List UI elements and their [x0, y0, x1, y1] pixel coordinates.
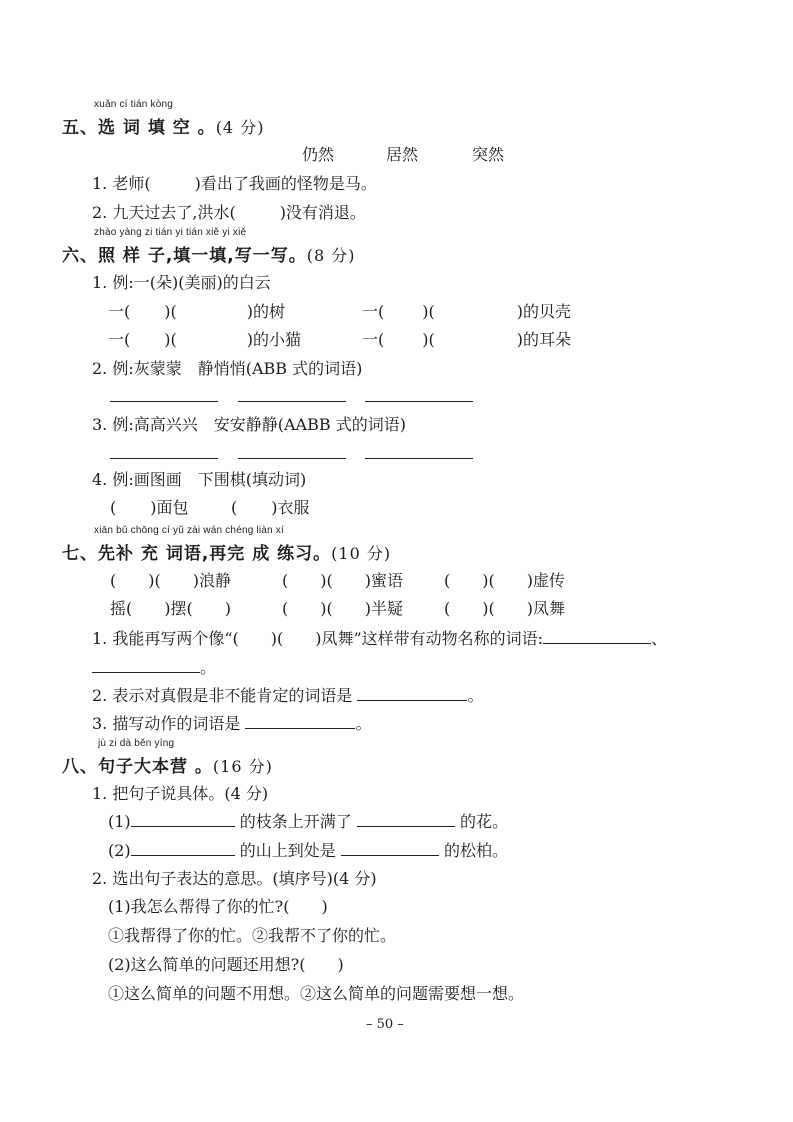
section6-heading — [62, 241, 356, 266]
s5-item-2-prefix: 2. 九天过去了,洪水( — [92, 203, 236, 222]
s6-q4-item-1 — [110, 495, 189, 518]
s7-q1-end: 。 — [200, 658, 217, 677]
s6-q3-answer-line-2[interactable] — [238, 458, 346, 459]
s7-q1 — [92, 626, 667, 649]
s8-q2-question-2[interactable]: (2)这么简单的问题还用想?( ) — [108, 955, 344, 974]
word-bank-2: 居然 — [386, 145, 419, 164]
s7-q1-answer-line-2[interactable] — [92, 658, 200, 673]
object-text: )衣服 — [271, 498, 310, 517]
s6-q3-answer-line-1[interactable] — [110, 458, 218, 459]
s8-q2-title: 2. 选出句子表达的意思。(填序号)(4 分) — [92, 869, 377, 888]
s6-q1-row2-left — [108, 327, 301, 350]
answer-line-2[interactable] — [341, 841, 439, 856]
s6-q1-example: 1. 例:一(朵)(美丽)的白云 — [92, 273, 271, 292]
s8-q2-question-1[interactable]: (1)我怎么帮得了你的忙?( ) — [108, 897, 328, 916]
s7-q3 — [92, 711, 371, 734]
section7-pinyin: xiān bǔ chōng cí yǔ zài wán chéng liàn xí — [94, 525, 284, 536]
idiom-row1-col2[interactable]: ( )( )蜜语 — [282, 571, 403, 590]
section6-pinyin: zhào yàng zi tián yi tián xiě yi xiě — [94, 227, 247, 238]
idiom-row1-col1[interactable]: ( )( )浪静 — [110, 571, 231, 590]
s7-q1-answer-line-1[interactable] — [543, 629, 651, 644]
answer-line-1[interactable] — [131, 812, 235, 827]
paren-open: 一( — [362, 330, 385, 349]
s7-q2-text: 2. 表示对真假是非不能肯定的词语是 — [92, 686, 353, 705]
s8-q1-title: 1. 把句子说具体。(4 分) — [92, 784, 269, 803]
s6-q2-answer-line-2[interactable] — [238, 401, 346, 402]
item-end-text: 的松柏。 — [443, 841, 508, 860]
word-bank-1: 仍然 — [302, 145, 335, 164]
idiom-row2-col3[interactable]: ( )( )凤舞 — [444, 599, 565, 618]
s5-item-1 — [92, 171, 377, 194]
paren-open: 一( — [108, 330, 131, 349]
paren-mid: )( — [164, 302, 177, 321]
item-number: (1) — [108, 812, 131, 831]
s8-q1-item-2 — [108, 838, 508, 861]
section5-pinyin: xuǎn cí tián kòng — [94, 99, 174, 110]
noun-suffix: )的树 — [246, 302, 285, 321]
s7-q2-answer-line[interactable] — [357, 686, 467, 701]
noun-suffix: )的耳朵 — [516, 330, 571, 349]
section7-title: 七、先补 充 词语,再完 成 练习。 — [62, 544, 332, 564]
s7-q1-separator: 、 — [651, 629, 668, 648]
s8-q2-options-2: ①这么简单的问题不用想。②这么简单的问题需要想一想。 — [108, 984, 525, 1003]
item-middle-text: 的山上到处是 — [239, 841, 336, 860]
section6-points: (8 分) — [306, 246, 356, 265]
s8-q2-options-1: ①我帮得了你的忙。②我帮不了你的忙。 — [108, 926, 397, 945]
item-middle-text: 的枝条上开满了 — [239, 812, 352, 831]
s6-q2-answer-line-3[interactable] — [365, 401, 473, 402]
s8-q1-item-1 — [108, 809, 508, 832]
s7-q2 — [92, 683, 483, 706]
s5-item-1-suffix: )看出了我画的怪物是马。 — [194, 174, 377, 193]
s7-q3-end: 。 — [355, 714, 372, 733]
section8-heading — [62, 752, 273, 777]
section8-points: (16 分) — [212, 757, 273, 776]
s5-item-2-suffix: )没有消退。 — [279, 203, 366, 222]
s7-q1-text: 1. 我能再写两个像“( )( )凤舞”这样带有动物名称的词语: — [92, 629, 544, 648]
paren-open: ( — [110, 498, 117, 517]
answer-line-2[interactable] — [357, 812, 455, 827]
s6-q3-answer-line-3[interactable] — [365, 458, 473, 459]
page-number: – 50 – — [366, 1017, 404, 1032]
word-bank-3: 突然 — [472, 145, 505, 164]
idiom-row2-col1[interactable]: 摇( )摆( ) — [110, 599, 231, 618]
paren-mid: )( — [422, 302, 435, 321]
section5-points: (4 分) — [215, 118, 265, 137]
paren-open: ( — [231, 498, 238, 517]
section8-title: 八、句子大本营 。 — [62, 757, 213, 777]
object-text: )面包 — [150, 498, 189, 517]
noun-suffix: )的贝壳 — [516, 302, 571, 321]
idiom-row2-col2[interactable]: ( )( )半疑 — [282, 599, 403, 618]
section5-heading — [62, 113, 264, 138]
section8-pinyin: jù zi dà běn yíng — [98, 738, 175, 749]
s6-q2-answer-line-1[interactable] — [110, 401, 218, 402]
s6-q3-example: 3. 例:高高兴兴 安安静静(AABB 式的词语) — [92, 415, 406, 434]
section7-points: (10 分) — [331, 544, 392, 563]
noun-suffix: )的小猫 — [246, 330, 301, 349]
idiom-row1-col3[interactable]: ( )( )虚传 — [444, 571, 565, 590]
s7-q3-answer-line[interactable] — [245, 714, 355, 729]
s7-q2-end: 。 — [467, 686, 484, 705]
s6-q2-example: 2. 例:灰蒙蒙 静悄悄(ABB 式的词语) — [92, 359, 363, 378]
paren-mid: )( — [422, 330, 435, 349]
s6-q1-row2-right — [362, 327, 571, 350]
s5-item-1-prefix: 1. 老师( — [92, 174, 151, 193]
paren-mid: )( — [164, 330, 177, 349]
answer-line-1[interactable] — [131, 841, 235, 856]
paren-open: 一( — [362, 302, 385, 321]
s6-q4-item-2 — [231, 495, 310, 518]
item-number: (2) — [108, 841, 131, 860]
s6-q1-row1-left — [108, 299, 285, 322]
section7-heading — [62, 539, 391, 564]
item-end-text: 的花。 — [459, 812, 508, 831]
s6-q1-row1-right — [362, 299, 571, 322]
s7-q3-text: 3. 描写动作的词语是 — [92, 714, 241, 733]
s5-item-2 — [92, 200, 366, 223]
section5-title: 五、选 词 填 空 。 — [62, 118, 216, 138]
paren-open: 一( — [108, 302, 131, 321]
section6-title: 六、照 样 子,填一填,写一写。 — [62, 246, 307, 266]
s6-q4-example: 4. 例:画图画 下围棋(填动词) — [92, 470, 307, 489]
s7-q1-continued — [92, 655, 216, 678]
